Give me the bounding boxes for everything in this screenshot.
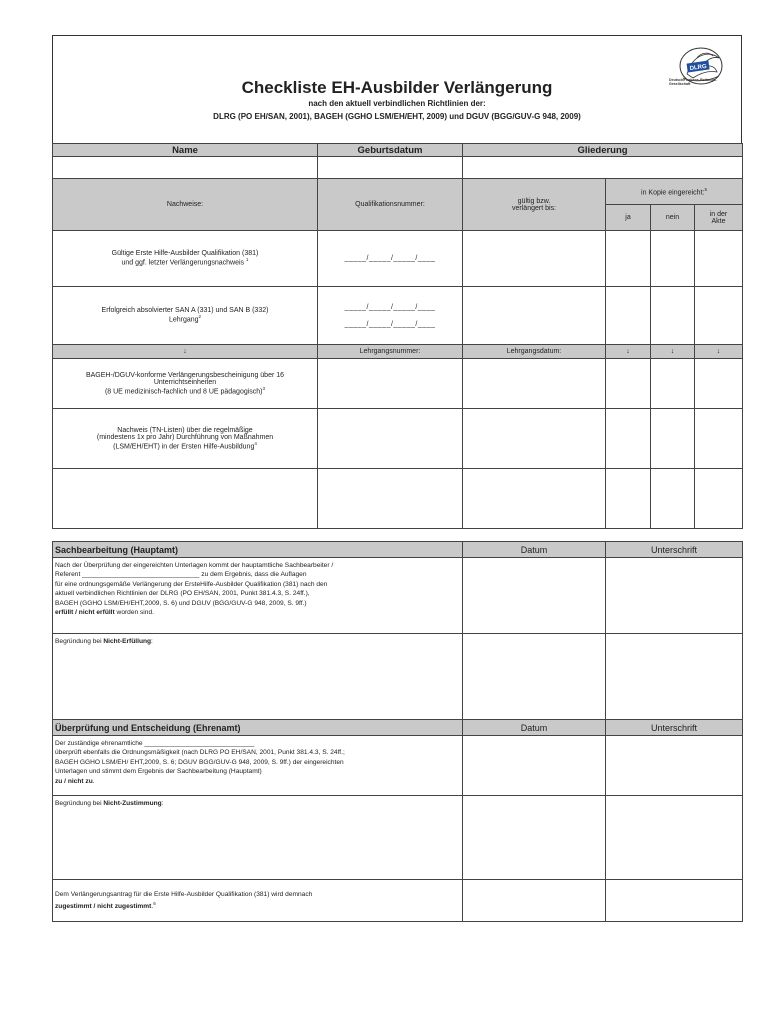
qualification-table xyxy=(52,143,743,529)
ja-cell[interactable] xyxy=(606,287,651,345)
nein-cell[interactable] xyxy=(651,231,695,287)
nein-cell[interactable] xyxy=(651,287,695,345)
course-date-cell[interactable] xyxy=(463,469,606,529)
svg-text:DLRG: DLRG xyxy=(689,63,708,73)
ja-header: ja xyxy=(606,205,651,231)
name-field[interactable] xyxy=(53,157,318,179)
ja-cell[interactable] xyxy=(606,231,651,287)
arrow-down-icon: ↓ xyxy=(651,345,695,359)
col-header-birthdate: Geburtsdatum xyxy=(318,144,463,157)
akte-cell[interactable] xyxy=(695,287,743,345)
nachweise-header: Nachweise: xyxy=(53,179,318,231)
course-date-cell[interactable] xyxy=(463,359,606,409)
nein-cell[interactable] xyxy=(651,359,695,409)
nein-header: nein xyxy=(651,205,695,231)
akte-cell[interactable] xyxy=(695,409,743,469)
ja-cell[interactable] xyxy=(606,469,651,529)
date-cell[interactable] xyxy=(463,558,606,634)
signature-cell[interactable] xyxy=(606,558,743,634)
document-header xyxy=(52,35,742,143)
course-date-header: Lehrgangsdatum: xyxy=(463,345,606,359)
group-field[interactable] xyxy=(463,157,743,179)
copy-submitted-header: in Kopie eingereicht:$^5$ xyxy=(606,179,743,205)
page-title: Checkliste EH-Ausbilder Verlängerung xyxy=(241,78,553,97)
checklist-document xyxy=(52,35,742,922)
date-cell[interactable] xyxy=(463,736,606,796)
review-table xyxy=(52,541,743,922)
col-header-name: Name xyxy=(53,144,318,157)
signature-header: Unterschrift xyxy=(606,542,743,558)
arrow-down-icon: ↓ xyxy=(606,345,651,359)
row-renewal-certificate: BAGEH-/DGUV-konforme Verlängerungsbescheinigung über 16 Unterrichtseinheiten (8 UE medizinisch-fachlich und 8 UE pädagogisch)$^3$ xyxy=(53,359,318,409)
ja-cell[interactable] xyxy=(606,359,651,409)
qualnr-header: Qualifikationsnummer: xyxy=(318,179,463,231)
section-heading-hauptamt: Sachbearbeitung (Hauptamt) xyxy=(53,542,463,558)
signature-cell[interactable] xyxy=(606,796,743,880)
date-lines-pair[interactable]: _____/_____/_____/____ _____/_____/_____/____ xyxy=(318,287,463,345)
reason-no-approval[interactable]: Begründung bei Nicht-Zustimmung: xyxy=(53,796,463,880)
reason-not-fulfilled[interactable]: Begründung bei Nicht-Erfüllung: xyxy=(53,634,463,720)
row-san-course: Erfolgreich absolvierter SAN A (331) und SAN B (332) Lehrgang$^2$ xyxy=(53,287,318,345)
akte-header: in der Akte xyxy=(695,205,743,231)
course-number-cell[interactable] xyxy=(318,469,463,529)
signature-cell[interactable] xyxy=(606,736,743,796)
date-header: Datum xyxy=(463,720,606,736)
valid-until-cell[interactable] xyxy=(463,287,606,345)
subtitle-line-1: nach den aktuell verbindlichen Richtlinien der: xyxy=(308,99,486,108)
date-cell[interactable] xyxy=(463,796,606,880)
col-header-group: Gliederung xyxy=(463,144,743,157)
nein-cell[interactable] xyxy=(651,469,695,529)
signature-cell[interactable] xyxy=(606,880,743,922)
course-number-header: Lehrgangsnummer: xyxy=(318,345,463,359)
section-heading-ehrenamt: Überprüfung und Entscheidung (Ehrenamt) xyxy=(53,720,463,736)
course-number-cell[interactable] xyxy=(318,359,463,409)
ehrenamt-statement: Der zuständige ehrenamtliche ______________________________ überprüft ebenfalls die Ordnungsmäßigkeit (nach DLRG PO EH/SAN, 2001, Punkt 381.4.3, S. 24ff.; BAGEH GGHO LSM/EH/ EHT,2009, S. 6; DGUV BGG/GUV-G 948, 2009, S. 9ff.) der eingereichten Unterlagen und stimmt dem Ergebnis der Sachbearbeitung (Hauptamt) zu / nicht zu. xyxy=(53,736,463,796)
akte-cell[interactable] xyxy=(695,469,743,529)
date-header: Datum xyxy=(463,542,606,558)
arrow-down-icon: ↓ xyxy=(53,345,318,359)
hauptamt-statement: Nach der Überprüfung der eingereichten Unterlagen kommt der hauptamtliche Sachbearbeiter / Referent ________________________________ zu dem Ergebnis, dass die Auflagen für eine ordnungsgemäße Verlängerung der ErsteHilfe-Ausbilder Qualifikation (381) nach den aktuell verbindlichen Richtlinien der DLRG (PO EH/SAN, 2001, Punkt 381.4.3, S. 24ff.), BAGEH (GGHO LSM/EH/EHT,2009, S. 6) und DGUV (BGG/GUV-G 948, 2009, S. 9ff.) erfüllt / nicht erfüllt worden sind. xyxy=(53,558,463,634)
signature-header: Unterschrift xyxy=(606,720,743,736)
empty-row-cell[interactable] xyxy=(53,469,318,529)
akte-cell[interactable] xyxy=(695,359,743,409)
ja-cell[interactable] xyxy=(606,409,651,469)
valid-until-cell[interactable] xyxy=(463,231,606,287)
valid-until-header: gültig bzw. verlängert bis: xyxy=(463,179,606,231)
signature-cell[interactable] xyxy=(606,634,743,720)
birthdate-field[interactable] xyxy=(318,157,463,179)
course-number-cell[interactable] xyxy=(318,409,463,469)
final-decision: Dem Verlängerungsantrag für die Erste Hilfe-Ausbilder Qualifikation (381) wird demnach zugestimmt / nicht zugestimmt.$^6$ xyxy=(53,880,463,922)
course-date-cell[interactable] xyxy=(463,409,606,469)
nein-cell[interactable] xyxy=(651,409,695,469)
date-cell[interactable] xyxy=(463,634,606,720)
row-tn-lists: Nachweis (TN-Listen) über die regelmäßige (mindestens 1x pro Jahr) Durchführung von Maßnahmen (LSM/EH/EHT) in der Ersten Hilfe-Ausbildung$^4$ xyxy=(53,409,318,469)
row-ersthilfe-qualification: Gültige Erste Hilfe-Ausbilder Qualifikation (381) und ggf. letzter Verlängerungsnachweis $^1$ xyxy=(53,231,318,287)
date-line[interactable]: _____/_____/_____/____ xyxy=(318,231,463,287)
date-cell[interactable] xyxy=(463,880,606,922)
arrow-down-icon: ↓ xyxy=(695,345,743,359)
logo-caption: Deutsche Lebens-Rettungs-Gesellschaft xyxy=(669,78,717,86)
akte-cell[interactable] xyxy=(695,231,743,287)
subtitle-line-2: DLRG (PO EH/SAN, 2001), BAGEH (GGHO LSM/EH/EHT, 2009) und DGUV (BGG/GUV-G 948, 2009) xyxy=(213,112,581,121)
